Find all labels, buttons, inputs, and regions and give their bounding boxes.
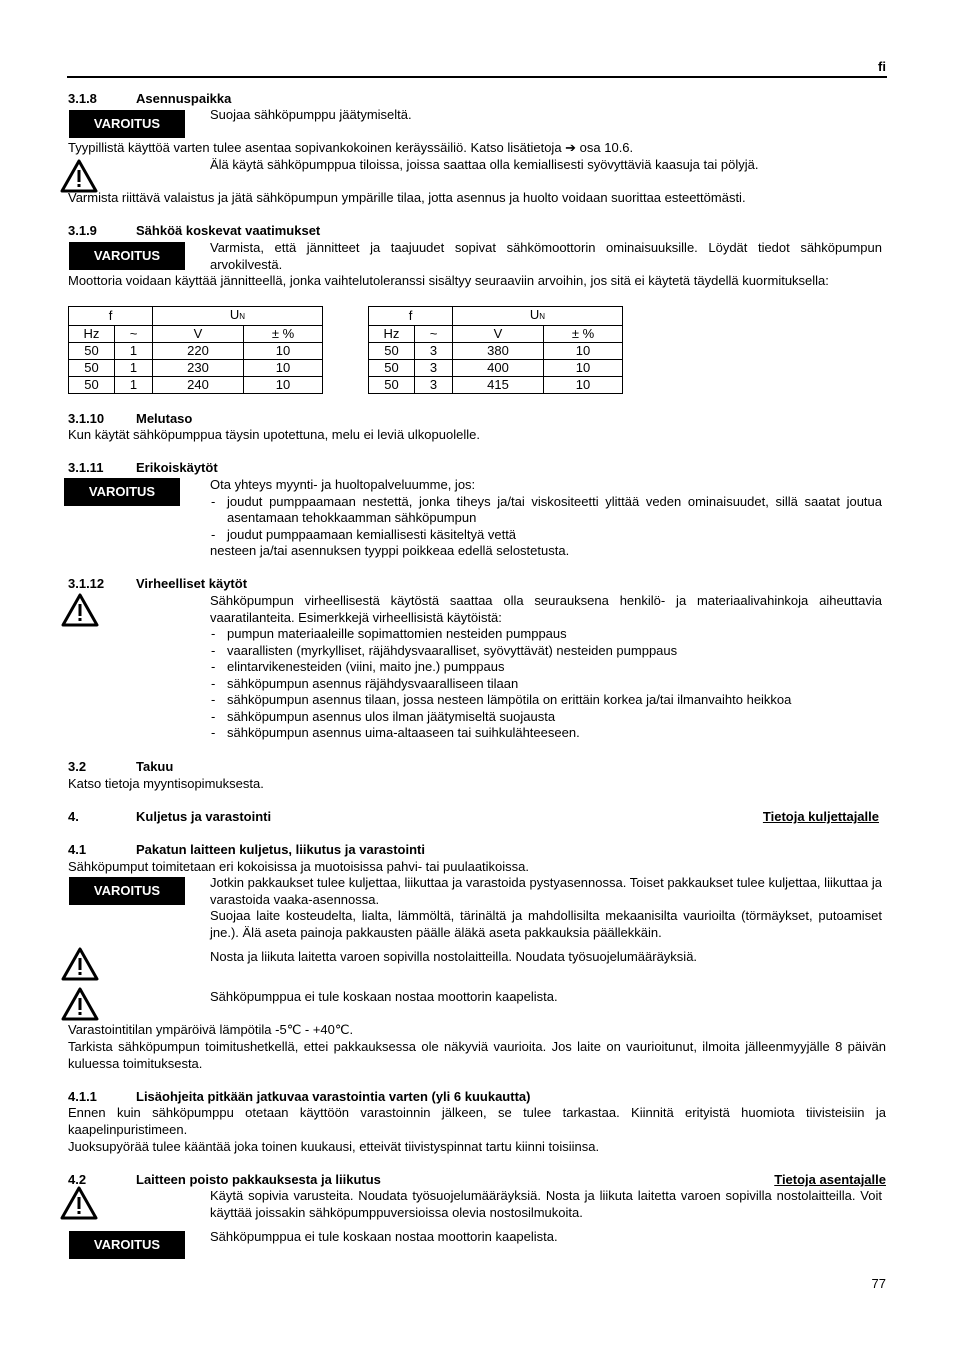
heading-4: 4. Kuljetus ja varastointi (68, 809, 272, 824)
list-item: - sähköpumpun asennus ulos ilman jäätymiseltä suojausta (210, 709, 882, 726)
warning-badge: VAROITUS (69, 877, 185, 905)
warning-badge: VAROITUS (69, 242, 185, 270)
warning-text: Varmista, että jännitteet ja taajuudet sopivat sähkömoottorin ominaisuuksille. Löydät tiedot sähköpumpun arvokilvestä. (210, 240, 882, 272)
caution-text: Älä käytä sähköpumppua tiloissa, joissa saattaa olla kemiallisesti syövyttäviä kaasuja tai pölyjä. (210, 157, 759, 172)
header-rule (67, 76, 887, 78)
warning-text: Sähköpumppua ei tule koskaan nostaa moottorin kaapelista. (210, 1229, 558, 1244)
list-item: - pumpun materiaaleille sopimattomien nesteiden pumppaus (210, 626, 882, 643)
table-row: 50 1 240 10 (69, 377, 323, 394)
warning-triangle-icon (59, 158, 99, 194)
caution-text: Sähköpumppua ei tule koskaan nostaa moottorin kaapelista. (210, 989, 558, 1004)
paragraph: Tyypillistä käyttöä varten tulee asentaa sopivankokoinen keräyssäiliö. Katso lisätietoja ➔ osa 10.6. (68, 140, 634, 155)
heading-4-2: 4.2 Laitteen poisto pakkauksesta ja liikutus (68, 1172, 381, 1187)
voltage-table-single-phase: f UN Hz ~ V ± % 50 1 220 10 50 1 230 10 50 1 240 10 (68, 306, 323, 394)
installer-info-label: Tietoja asentajalle (774, 1172, 886, 1187)
list-item: - joudut pumppaamaan nestettä, jonka tiheys ja/tai viskositeetti ylittää veden ominaisuudet, sillä saatat joutua asentamaan tehokkaamman sähköpumpun (210, 494, 882, 527)
warning-triangle-icon (60, 592, 100, 628)
paragraph: Ennen kuin sähköpumppu otetaan käyttöön varastoinnin jälkeen, se tulee tarkastaa. Kiinnitä erityistä huomiota tiivisteisiin ja kaapelinpuristimeen. (68, 1105, 886, 1137)
paragraph: Sähköpumput toimitetaan eri kokoisissa ja muotoisissa pahvi- tai puulaatikoissa. (68, 859, 530, 874)
warning-text: Suojaa sähköpumppu jäätymiseltä. (210, 107, 412, 122)
special-use-block: Ota yhteys myynti- ja huoltopalveluumme, jos: - joudut pumppaamaan nestettä, jonka tiheys ja/tai viskositeetti ylittää veden ominaisuudet, sillä saatat joutua asentamaan tehokkaamman sähköpumpun - joudut pumppaamaan kemiallisesti käsiteltyä vettä nesteen ja/tai asennuksen tyyppi poikkeaa edellä selostetusta. (210, 477, 882, 560)
list-item: - elintarvikenesteiden (viini, maito jne.) pumppaus (210, 659, 882, 676)
table-row: 50 1 230 10 (69, 360, 323, 377)
heading-4-1-1: 4.1.1 Lisäohjeita pitkään jatkuvaa varastointia varten (yli 6 kuukautta) (68, 1089, 531, 1104)
warning-text: Jotkin pakkaukset tulee kuljettaa, liikuttaa ja varastoida pystyasennossa. Toiset pakkaukset tulee kuljettaa, liikuttaa ja varastoida vaaka-asennossa. Suojaa laite kosteudelta, lialta, lämmöltä, tärinältä ja mahdollisilta mekaanisilta vaurioilta (törmäykset, putoamiset jne.). Älä aseta painoja pakkausten päälle äläkä aseta pakkauksia päällekkäin. (210, 875, 882, 940)
paragraph: Varmista riittävä valaistus ja jätä sähköpumpun ympärille tilaa, jotta asennus ja huolto voidaan suorittaa esteettömästi. (68, 190, 746, 205)
page-number: 77 (871, 1276, 886, 1291)
paragraph: Katso tietoja myyntisopimuksesta. (68, 776, 264, 791)
heading-3-1-11: 3.1.11 Erikoiskäytöt (68, 460, 218, 475)
list-item: - joudut pumppaamaan kemiallisesti käsiteltyä vettä (210, 527, 882, 544)
language-code: fi (878, 59, 886, 74)
table-row: 50 1 220 10 (69, 343, 323, 360)
list-item: - sähköpumpun asennus uima-altaaseen tai suihkulähteeseen. (210, 725, 882, 742)
warning-triangle-icon (60, 986, 100, 1022)
warning-badge: VAROITUS (69, 110, 185, 138)
transporter-info-label: Tietoja kuljettajalle (762, 809, 879, 824)
list-item: - vaarallisten (myrkylliset, räjähdysvaaralliset, syövyttävät) nesteiden pumppaus (210, 643, 882, 660)
heading-3-2: 3.2 Takuu (68, 759, 174, 774)
table-row: 50 3 415 10 (369, 377, 623, 394)
heading-3-1-12: 3.1.12 Virheelliset käytöt (68, 576, 248, 591)
paragraph: Varastointitilan ympäröivä lämpötila -5℃ - +40℃. (68, 1022, 354, 1037)
heading-3-1-8: 3.1.8 Asennuspaikka (68, 91, 232, 106)
list-item: - sähköpumpun asennus tilaan, jossa nesteen lämpötila on erittäin korkea ja/tai ilmanvaihto heikkoa (210, 692, 882, 709)
heading-4-1: 4.1 Pakatun laitteen kuljetus, liikutus ja varastointi (68, 842, 425, 857)
list-item: - sähköpumpun asennus räjähdysvaaralliseen tilaan (210, 676, 882, 693)
heading-3-1-10: 3.1.10 Melutaso (68, 411, 193, 426)
misuse-block: Sähköpumpun virheellisestä käytöstä saattaa olla seurauksena henkilö- ja materiaalivahinkoja aiheuttavia vaaratilanteita. Esimerkkejä virheellisistä käytöistä: - pumpun materiaaleille sopimattomien nesteiden pumppaus - vaarallisten (myrkylliset, räjähdysvaaralliset, syövyttävät) nesteiden pumppaus - elintarvikenesteiden (viini, maito jne.) pumppaus - sähköpumpun asennus räjähdysvaaralliseen tilaan - sähköpumpun asennus tilaan, jossa nesteen lämpötila on erittäin korkea ja/tai ilmanvaihto heikkoa - sähköpumpun asennus ulos ilman jäätymiseltä suojausta - sähköpumpun asennus uima-altaaseen tai suihkulähteeseen. (210, 593, 882, 742)
warning-triangle-icon (60, 946, 100, 982)
warning-badge: VAROITUS (69, 1231, 185, 1259)
table-row: 50 3 380 10 (369, 343, 623, 360)
paragraph: Tarkista sähköpumpun toimitushetkellä, ettei pakkauksessa ole näkyviä vaurioita. Jos laite on vaurioitunut, ilmoita jälleenmyyjälle 8 päivän kuluessa toimituksesta. (68, 1039, 886, 1071)
warning-triangle-icon (59, 1185, 99, 1221)
paragraph: Juoksupyörää tulee kääntää joka toinen kuukausi, etteivät tiivistyspinnat tartu kiinni toisiinsa. (68, 1139, 600, 1154)
paragraph: Kun käytät sähköpumppua täysin upotettuna, melu ei leviä ulkopuolelle. (68, 427, 480, 442)
caution-text: Käytä sopivia varusteita. Noudata työsuojelumääräyksiä. Nosta ja liikuta laitetta varoen sopivilla nostolaitteilla. Voit käyttää joissakin sähköpumppuversioissa olevia nostosilmukoita. (210, 1188, 882, 1220)
table-row: 50 3 400 10 (369, 360, 623, 377)
warning-badge: VAROITUS (64, 478, 180, 506)
heading-3-1-9: 3.1.9 Sähköä koskevat vaatimukset (68, 223, 321, 238)
paragraph: Moottoria voidaan käyttää jännitteellä, jonka vaihtelutoleranssi sisältyy seuraaviin arvoihin, jos sitä ei käytetä täydellä kuormituksella: (68, 273, 829, 288)
caution-text: Nosta ja liikuta laitetta varoen sopivilla nostolaitteilla. Noudata työsuojelumääräyksiä. (210, 949, 698, 964)
voltage-table-three-phase: f UN Hz ~ V ± % 50 3 380 10 50 3 400 10 50 3 415 10 (368, 306, 623, 394)
